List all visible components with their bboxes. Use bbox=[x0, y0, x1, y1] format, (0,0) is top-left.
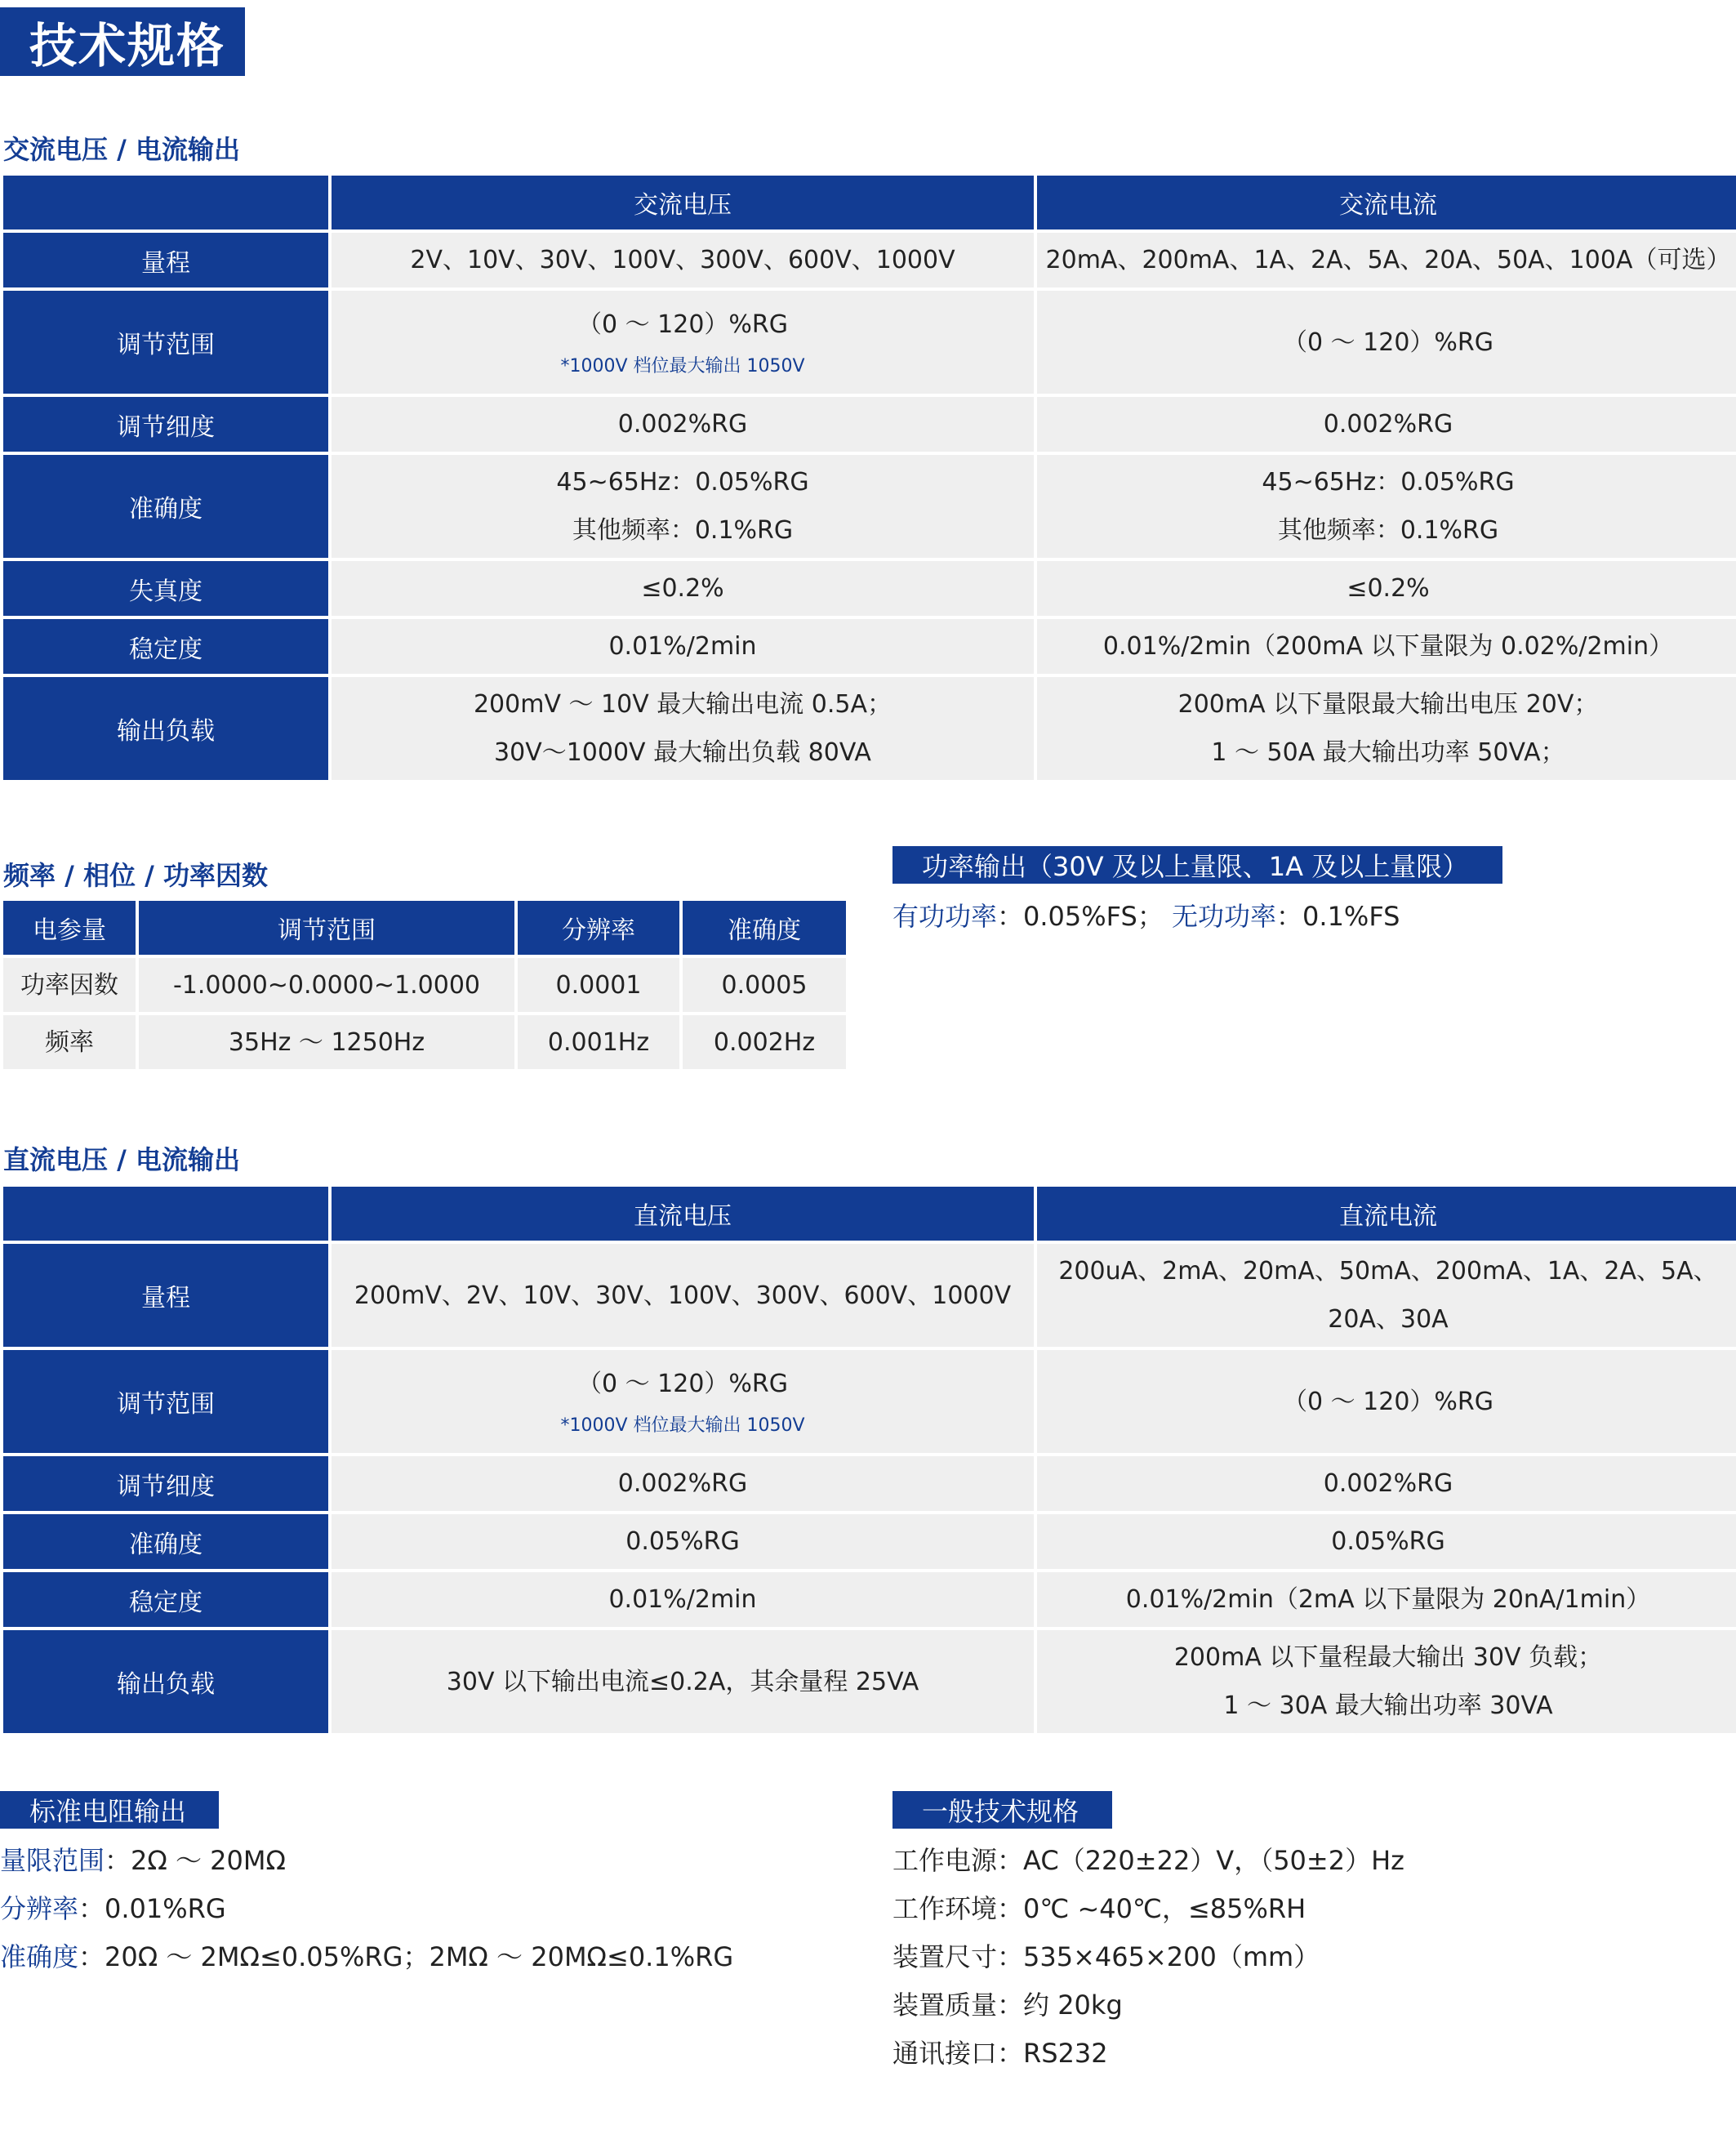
ac-voltage-value: （0 ～ 120）%RG *1000V 档位最大输出 1050V bbox=[332, 291, 1034, 394]
dc-spec-table bbox=[0, 1183, 1736, 1736]
freq-cell: 0.0001 bbox=[518, 958, 679, 1012]
ac-voltage-value: ≤0.2% bbox=[332, 561, 1034, 616]
freq-header: 分辨率 bbox=[518, 901, 679, 955]
general-item: 装置尺寸：535×465×200（mm） bbox=[892, 1941, 1320, 1972]
reactive-power-label: 无功功率 bbox=[1172, 901, 1277, 932]
dc-voltage-note: *1000V 档位最大输出 1050V bbox=[560, 1415, 805, 1436]
dc-current-value: 200mA 以下量程最大输出 30V 负载； 1 ～ 30A 最大输出功率 30VA bbox=[1037, 1630, 1736, 1733]
general-item: 装置质量：约 20kg bbox=[892, 1990, 1123, 2021]
ac-voltage-value: 2V、10V、30V、100V、300V、600V、1000V bbox=[332, 233, 1034, 287]
ac-spec-table bbox=[0, 172, 1736, 783]
ac-current-value: ≤0.2% bbox=[1037, 561, 1736, 616]
dc-row-label: 准确度 bbox=[3, 1514, 328, 1569]
resistance-banner: 标准电阻输出 bbox=[0, 1791, 219, 1829]
resistance-item: 量限范围：2Ω ～ 20MΩ bbox=[0, 1845, 286, 1876]
dc-header-voltage: 直流电压 bbox=[332, 1187, 1034, 1241]
dc-row-label: 输出负载 bbox=[3, 1630, 328, 1733]
dc-voltage-value: （0 ～ 120）%RG *1000V 档位最大输出 1050V bbox=[332, 1350, 1034, 1453]
freq-header: 电参量 bbox=[3, 901, 136, 955]
freq-spec-table bbox=[0, 898, 849, 1072]
active-power-label: 有功功率 bbox=[892, 901, 998, 932]
ac-row-label: 调节细度 bbox=[3, 397, 328, 452]
ac-row-label: 调节范围 bbox=[3, 291, 328, 394]
ac-section-title: 交流电压 / 电流输出 bbox=[3, 134, 240, 165]
resistance-item: 分辨率：0.01%RG bbox=[0, 1893, 226, 1924]
dc-current-value: 200uA、2mA、20mA、50mA、200mA、1A、2A、5A、 20A、30A bbox=[1037, 1244, 1736, 1347]
freq-cell: 0.0005 bbox=[683, 958, 846, 1012]
ac-voltage-value: 45~65Hz：0.05%RG 其他频率：0.1%RG bbox=[332, 455, 1034, 558]
ac-current-value: 20mA、200mA、1A、2A、5A、20A、50A、100A（可选） bbox=[1037, 233, 1736, 287]
ac-voltage-value: 200mV ～ 10V 最大输出电流 0.5A； 30V～1000V 最大输出负载 80VA bbox=[332, 677, 1034, 780]
ac-voltage-value: 0.01%/2min bbox=[332, 619, 1034, 674]
ac-row-label: 失真度 bbox=[3, 561, 328, 616]
ac-voltage-value: 0.002%RG bbox=[332, 397, 1034, 452]
ac-current-value: 200mA 以下量限最大输出电压 20V； 1 ～ 50A 最大输出功率 50VA； bbox=[1037, 677, 1736, 780]
power-output-banner: 功率输出（30V 及以上量限、1A 及以上量限） bbox=[892, 846, 1502, 884]
dc-row-label: 稳定度 bbox=[3, 1572, 328, 1627]
freq-cell: 功率因数 bbox=[3, 958, 136, 1012]
ac-current-value: 0.002%RG bbox=[1037, 397, 1736, 452]
general-banner: 一般技术规格 bbox=[892, 1791, 1112, 1829]
ac-header-blank bbox=[3, 176, 328, 229]
freq-header: 调节范围 bbox=[139, 901, 514, 955]
dc-voltage-value: 0.05%RG bbox=[332, 1514, 1034, 1569]
freq-cell: 0.002Hz bbox=[683, 1015, 846, 1069]
ac-voltage-note: *1000V 档位最大输出 1050V bbox=[560, 355, 805, 377]
freq-cell: 35Hz ～ 1250Hz bbox=[139, 1015, 514, 1069]
ac-header-current: 交流电流 bbox=[1037, 176, 1736, 229]
ac-row-label: 稳定度 bbox=[3, 619, 328, 674]
dc-current-value: 0.002%RG bbox=[1037, 1456, 1736, 1511]
power-output-line bbox=[892, 896, 1400, 934]
ac-row-label: 量程 bbox=[3, 233, 328, 287]
active-power-value: ：0.05%FS； bbox=[997, 901, 1164, 932]
dc-header-current: 直流电流 bbox=[1037, 1187, 1736, 1241]
ac-row-label: 输出负载 bbox=[3, 677, 328, 780]
dc-header-blank bbox=[3, 1187, 328, 1241]
ac-row-label: 准确度 bbox=[3, 455, 328, 558]
dc-voltage-value: 30V 以下输出电流≤0.2A，其余量程 25VA bbox=[332, 1630, 1034, 1733]
dc-row-label: 调节范围 bbox=[3, 1350, 328, 1453]
freq-header: 准确度 bbox=[683, 901, 846, 955]
dc-row-label: 调节细度 bbox=[3, 1456, 328, 1511]
dc-voltage-value: 0.01%/2min bbox=[332, 1572, 1034, 1627]
page-title: 技术规格 bbox=[0, 7, 245, 76]
ac-current-value: 45~65Hz：0.05%RG 其他频率：0.1%RG bbox=[1037, 455, 1736, 558]
resistance-item: 准确度：20Ω ～ 2MΩ≤0.05%RG；2MΩ ～ 20MΩ≤0.1%RG bbox=[0, 1941, 734, 1972]
dc-current-value: （0 ～ 120）%RG bbox=[1037, 1350, 1736, 1453]
dc-section-title: 直流电压 / 电流输出 bbox=[3, 1144, 240, 1175]
dc-voltage-value: 200mV、2V、10V、30V、100V、300V、600V、1000V bbox=[332, 1244, 1034, 1347]
general-item: 工作电源：AC（220±22）V，（50±2）Hz bbox=[892, 1845, 1404, 1876]
dc-current-value: 0.05%RG bbox=[1037, 1514, 1736, 1569]
freq-section-title: 频率 / 相位 / 功率因数 bbox=[3, 860, 268, 891]
general-item: 通讯接口：RS232 bbox=[892, 2038, 1108, 2069]
freq-cell: -1.0000~0.0000~1.0000 bbox=[139, 958, 514, 1012]
ac-header-voltage: 交流电压 bbox=[332, 176, 1034, 229]
reactive-power-value: ：0.1%FS bbox=[1276, 901, 1400, 932]
dc-voltage-value: 0.002%RG bbox=[332, 1456, 1034, 1511]
ac-current-value: 0.01%/2min（200mA 以下量限为 0.02%/2min） bbox=[1037, 619, 1736, 674]
freq-cell: 0.001Hz bbox=[518, 1015, 679, 1069]
freq-cell: 频率 bbox=[3, 1015, 136, 1069]
dc-current-value: 0.01%/2min（2mA 以下量限为 20nA/1min） bbox=[1037, 1572, 1736, 1627]
general-item: 工作环境：0℃ ~40℃，≤85%RH bbox=[892, 1893, 1306, 1924]
ac-current-value: （0 ～ 120）%RG bbox=[1037, 291, 1736, 394]
dc-row-label: 量程 bbox=[3, 1244, 328, 1347]
